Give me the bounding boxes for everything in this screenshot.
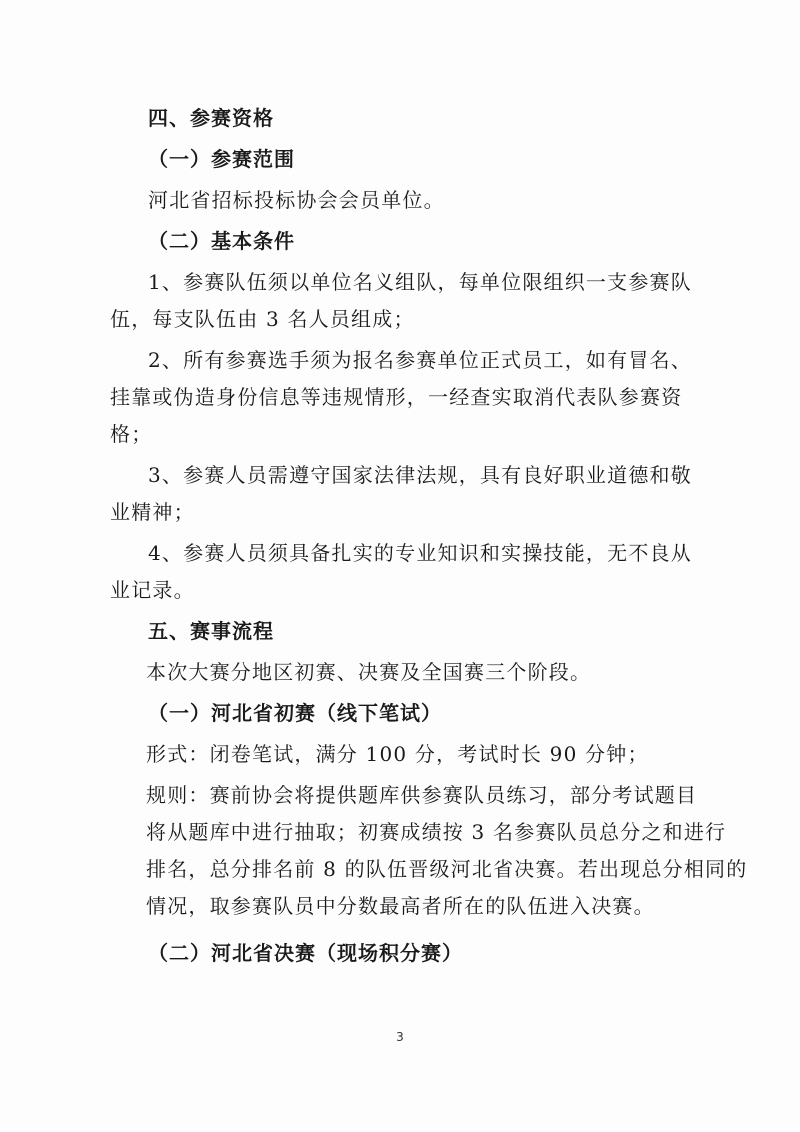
rules-line-2: 将从题库中进行抽取；初赛成绩按 3 名参赛队员总分之和进行	[146, 820, 727, 844]
rules-line-4: 情况，取参赛队员中分数最高者所在的队伍进入决赛。	[146, 894, 655, 918]
page-number: 3	[396, 1030, 404, 1044]
section-5-sub1-form: 形式：闭卷笔试，满分 100 分，考试时长 90 分钟；	[146, 742, 649, 766]
section-5-sub1-heading: （一）河北省初赛（线下笔试）	[148, 701, 442, 725]
document-body	[110, 100, 748, 972]
condition-item-3-line-1: 3、参赛人员需遵守国家法律法规，具有良好职业道德和敬	[148, 463, 692, 487]
section-5-heading: 五、赛事流程	[148, 619, 274, 643]
section-4-heading: 四、参赛资格	[148, 106, 274, 130]
rules-line-1: 规则：赛前协会将提供题库供参赛队员练习，部分考试题目	[146, 783, 698, 807]
condition-item-4-line-2: 业记录。	[110, 578, 195, 602]
condition-item-2	[110, 342, 708, 453]
section-4-sub1-heading: （一）参赛范围	[148, 147, 295, 171]
condition-item-2-line-3: 格；	[110, 422, 153, 446]
condition-item-1	[110, 264, 708, 338]
condition-item-2-line-2: 挂靠或伪造身份信息等违规情形，一经查实取消代表队参赛资	[110, 385, 683, 409]
condition-item-3	[110, 457, 708, 531]
condition-item-4-line-1: 4、参赛人员须具备扎实的专业知识和实操技能，无不良从	[148, 541, 692, 565]
section-4-sub2-heading: （二）基本条件	[148, 229, 295, 253]
section-5-sub2-heading: （二）河北省决赛（现场积分赛）	[148, 941, 463, 965]
section-5-sub1-rules	[146, 777, 748, 925]
section-5-intro: 本次大赛分地区初赛、决赛及全国赛三个阶段。	[146, 660, 592, 684]
condition-item-2-line-1: 2、所有参赛选手须为报名参赛单位正式员工，如有冒名、	[148, 348, 692, 372]
condition-item-1-line-1: 1、参赛队伍须以单位名义组队，每单位限组织一支参赛队	[148, 270, 692, 294]
condition-item-4	[110, 535, 708, 609]
rules-line-3: 排名，总分排名前 8 的队伍晋级河北省决赛。若出现总分相同的	[146, 857, 748, 881]
condition-item-3-line-2: 业精神；	[110, 500, 195, 524]
condition-item-1-line-2: 伍，每支队伍由 3 名人员组成；	[110, 307, 415, 331]
section-4-sub1-text: 河北省招标投标协会会员单位。	[148, 188, 445, 212]
